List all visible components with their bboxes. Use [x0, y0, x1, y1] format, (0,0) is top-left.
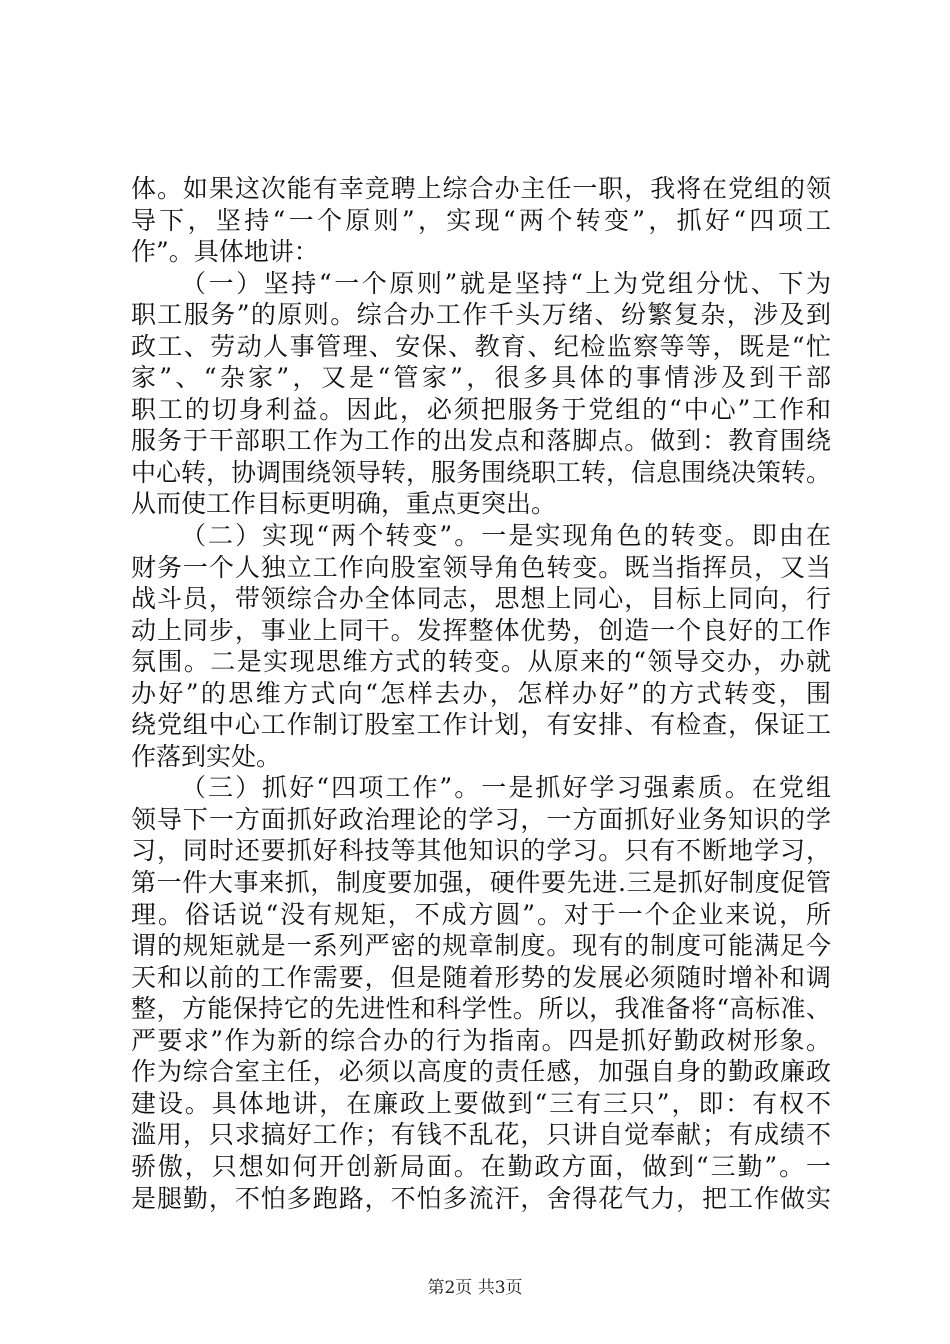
- text-line: 是腿勤，不怕多跑路，不怕多流汗，舍得花气力，把工作做实: [131, 1183, 831, 1213]
- text-line: 谓的规矩就是一系列严密的规章制度。现有的制度可能满足今: [131, 931, 831, 961]
- text-line: 氛围。二是实现思维方式的转变。从原来的“领导交办，办就: [131, 647, 831, 677]
- text-line: 作落到实处。: [131, 741, 282, 771]
- page-footer: [0, 1277, 950, 1299]
- text-line: 滥用，只求搞好工作；有钱不乱花，只讲自觉奉献；有成绩不: [131, 1120, 831, 1150]
- page-number-label: 第2页 共3页: [427, 1278, 523, 1298]
- text-line: 服务于干部职工作为工作的出发点和落脚点。做到：教育围绕: [131, 426, 831, 456]
- text-line: 体。如果这次能有幸竞聘上综合办主任一职，我将在党组的领: [131, 174, 831, 203]
- text-line: 作为综合室主任，必须以高度的责任感，加强自身的勤政廉政: [131, 1057, 831, 1087]
- text-line: 天和以前的工作需要，但是随着形势的发展必须随时增补和调: [131, 962, 831, 992]
- text-line: 从而使工作目标更明确，重点更突出。: [131, 489, 557, 519]
- text-line: 中心转，协调围绕领导转，服务围绕职工转，信息围绕决策转。: [131, 457, 832, 487]
- text-line: （三）抓好“四项工作”。一是抓好学习强素质。在党组: [181, 773, 831, 803]
- text-line: 职工服务”的原则。综合办工作千头万绪、纷繁复杂，涉及到: [131, 300, 831, 330]
- text-line: 动上同步，事业上同干。发挥整体优势，创造一个良好的工作: [131, 615, 831, 645]
- text-line: 建设。具体地讲，在廉政上要做到“三有三只”，即：有权不: [131, 1088, 831, 1118]
- text-line: 作”。具体地讲：: [131, 237, 319, 267]
- text-line: 习，同时还要抓好科技等其他知识的学习。只有不断地学习，: [131, 836, 831, 866]
- text-line: 骄傲，只想如何开创新局面。在勤政方面，做到“三勤”。一: [131, 1151, 831, 1181]
- text-line: 导下，坚持“一个原则”，实现“两个转变”，抓好“四项工: [131, 205, 831, 235]
- text-line: 整，方能保持它的先进性和科学性。所以，我准备将“高标准、: [131, 994, 831, 1024]
- text-line: 财务一个人独立工作向股室领导角色转变。既当指挥员，又当: [131, 552, 831, 582]
- text-line: 理。俗话说“没有规矩，不成方圆”。对于一个企业来说，所: [131, 899, 831, 929]
- text-line: （一）坚持“一个原则”就是坚持“上为党组分忧、下为: [181, 268, 831, 298]
- text-line: （二）实现“两个转变”。一是实现角色的转变。即由在: [181, 521, 831, 551]
- text-line: 家”、“杂家”，又是“管家”，很多具体的事情涉及到干部: [131, 363, 831, 393]
- text-line: 办好”的思维方式向“怎样去办，怎样办好”的方式转变，围: [131, 678, 831, 708]
- text-line: 职工的切身利益。因此，必须把服务于党组的“中心”工作和: [131, 394, 831, 424]
- text-line: 政工、劳动人事管理、安保、教育、纪检监察等等，既是“忙: [131, 331, 831, 361]
- text-line: 绕党组中心工作制订股室工作计划，有安排、有检查，保证工: [131, 710, 831, 740]
- text-line: 第一件大事来抓，制度要加强，硬件要先进.三是抓好制度促管: [131, 868, 831, 898]
- text-line: 领导下一方面抓好政治理论的学习，一方面抓好业务知识的学: [131, 804, 831, 834]
- body-text: [131, 173, 831, 1214]
- text-line: 战斗员，带领综合办全体同志，思想上同心，目标上同向，行: [131, 584, 831, 614]
- text-line: 严要求”作为新的综合办的行为指南。四是抓好勤政树形象。: [131, 1025, 831, 1055]
